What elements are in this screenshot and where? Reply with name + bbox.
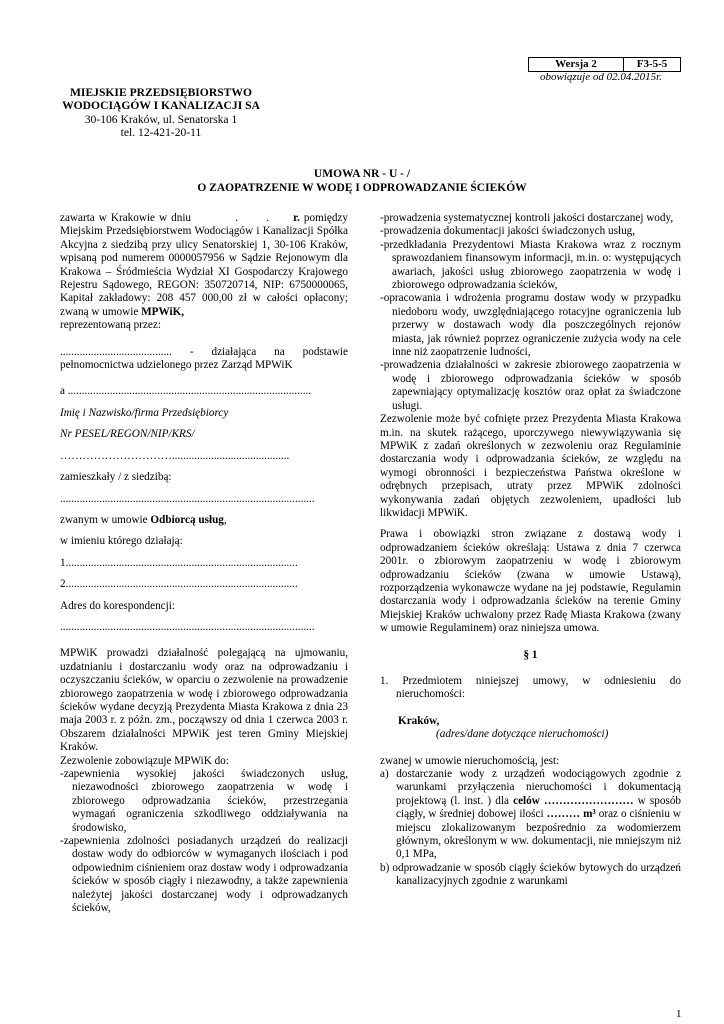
represented-by: reprezentowaną przez: — [60, 319, 161, 332]
obligation-item: -przedkładania Prezydentowi Miasta Krakowa wraz z rocznym sprawozdaniem finansowym informacji, m.in. o: występujących awariach, jakości usług zbiorowego zaopatrzenia w wodę i zbiorowego odprowadzania ścieków, — [380, 238, 681, 292]
customer-id-dots: ………………………….......................................... — [60, 449, 290, 462]
customer-called: zwanym w umowie Odbiorcą usług, — [60, 513, 227, 526]
obligation-item: -prowadzenia działalności w zakresie zbiorowego zaopatrzenia w wodę i zbiorowego odprowadzania ścieków w sposób zapewniający optymalizację kosztów oraz opłat za świadczone usługi. — [380, 359, 681, 412]
property-city: Kraków, — [398, 714, 440, 727]
rights-paragraph: Prawa i obowiązki stron związane z dostawą wody i odprowadzaniem ścieków określają: Ustawa z dnia 7 czerwca 2001r. o zbiorowym zaopatrzeniu w wodę i zbiorowym odprowadzaniu ścieków (zwana w umowie Ustawą), rozporządzenia wykonawcze wydane na jej podstawie, Regulamin dostarczania wody i odprowadzania ścieków na terenie Gminy Miejskiej Kraków uchwalony przez Radę Miasta Krakowa (zwany w umowie Regulaminem) oraz niniejsza umowa. — [380, 528, 681, 635]
company-header — [50, 86, 272, 140]
contract-subtitle: O ZAOPATRZENIE W WODĘ I ODPROWADZANIE ŚCIEKÓW — [197, 182, 527, 194]
correspondence-dots: ........................................................................................... — [60, 620, 315, 633]
obligation-item: -zapewnienia wysokiej jakości świadczonych usług, niezawodności zbiorowego zaopatrzenia w wodę i zbiorowego odprowadzania ścieków, przestrzegania wymagań ograniczenia szkodliwego oddziaływania na środowisko, — [60, 768, 348, 834]
property-called: zwanej w umowie nieruchomością, jest: — [380, 754, 560, 767]
intro-paragraph: zawarta w Krakowie w dniu . . r. pomiędzy Miejskim Przedsiębiorstwem Wodociągów i Kanalizacji Spółka Akcyjna z siedzibą przy ulicy Senatorskiej 1, 30-106 Kraków, wpisaną pod numerem 0000057956 w Sądzie Rejonowym dla Krakowa – Śródmieścia Wydział XI Gospodarczy Krajowego Rejestru Sądowego, REGON: 350720714, NIP: 6750000065, Kapitał zakładowy: 208 457 000,00 zł w całości opłacony; zwaną w umowie MPWiK, — [60, 212, 348, 318]
right-column — [380, 212, 681, 889]
property-address-hint: (adres/dane dotyczące nieruchomości) — [436, 728, 609, 741]
person1-line: 1................................................................................... — [60, 556, 298, 569]
revocation-paragraph: Zezwolenie może być cofnięte przez Prezydenta Miasta Krakowa m.in. na skutek rażącego, uporczywego niewywiązywania się MPWiK z zadań określonych w zezwoleniu oraz Regulaminie dostarczania wody i odprowadzania ścieków, ze względu na wymogi obronności i bezpieczeństwa Państwa określone w odrębnych przepisach, utraty przez MPWiK zdolności wykonywania zadań objętych zezwoleniem, upadłości lub likwidacji MPWiK. — [380, 413, 681, 519]
company-name-line2: WODOCIĄGÓW I KANALIZACJI SA — [62, 99, 260, 113]
left-column — [60, 212, 348, 915]
mpwik-paragraph: MPWiK prowadzi działalność polegającą na ujmowaniu, uzdatnianiu i dostarczaniu wody oraz na odprowadzaniu i oczyszczaniu ścieków, w oparciu o zezwolenie na prowadzenie zbiorowego zaopatrzenia w wodę i zbiorowego odprowadzania ścieków wydane decyzją Prezydenta Miasta Krakowa z dnia 23 maja 2003 r. z późn. zm., począwszy od dnia 1 czerwca 2003 r. Obszarem działalności MPWiK jest teren Gminy Miejskiej Kraków. — [60, 647, 348, 754]
obligation-item: -opracowania i wdrożenia programu dostaw wody w przypadku niedoboru wody, uwzględniającego rotacyjne ograniczenia lub przerwy w dostawach wody dla poszczególnych rejonów miasta, jak również poprzez ograniczenie zużycia wody na cele inne niż zaopatrzenie ludności, — [380, 292, 681, 359]
on-behalf-label: w imieniu którego działają: — [60, 535, 183, 548]
obligation-item: -zapewnienia zdolności posiadanych urządzeń do realizacji dostaw wody do odbiorców w wymaganych ilościach i pod odpowiednim ciśnieniem oraz dostaw wody i odprowadzania ścieków w sposób ciągły i niezawodny, a także zapewnienia należytej jakości dostarczanej wody i odprowadzanych ścieków, — [60, 835, 348, 915]
company-name-line1: MIEJSKIE PRZEDSIĘBIORSTWO — [69, 86, 252, 99]
customer-id-label: Nr PESEL/REGON/NIP/KRS/ — [60, 428, 195, 441]
representative-line: ........................................ - działająca na podstawie pełnomocnictwa udzielonego przez Zarząd MPWiK — [60, 345, 348, 372]
obligation-item: -prowadzenia systematycznej kontroli jakości dostarczanej wody, — [380, 212, 674, 224]
obliged-label: Zezwolenie zobowiązuje MPWiK do: — [60, 754, 229, 767]
point-1: 1. Przedmiotem niniejszej umowy, w odniesieniu do nieruchomości: — [380, 675, 681, 701]
item-b: b) odprowadzanie w sposób ciągły ścieków bytowych do urządzeń kanalizacyjnych zgodnie z warunkami — [380, 861, 681, 888]
item-a: a) dostarczanie wody z urządzeń wodociągowych zgodnie z warunkami przyłączenia nieruchomości i dokumentacją projektową (l. inst. ) dla celów …………………… w sposób ciągły, w średniej dobowej ilości ……… m³ oraz o ciśnieniu w miejscu zlokalizowanym bezpośrednio za wodomierzem głównym, określonym w ww. dokumentacji, nie mniejszym niż 0,1 MPa, — [380, 768, 682, 861]
document-code: F3-5-5 — [624, 58, 681, 72]
customer-name-label: Imię i Nazwisko/firma Przedsiębiorcy — [60, 406, 229, 419]
correspondence-label: Adres do korespondencji: — [60, 599, 175, 612]
page-number: 1 — [676, 1008, 682, 1020]
obligation-item: -prowadzenia dokumentacji jakości świadczonych usług, — [380, 225, 636, 238]
person2-line: 2................................................................................... — [60, 578, 298, 591]
company-phone: tel. 12-421-20-11 — [120, 126, 202, 140]
section-heading: § 1 — [523, 648, 538, 661]
residence-dots: ........................................................................................... — [60, 492, 315, 505]
contract-title: UMOWA NR - U - / — [313, 168, 411, 180]
version-label: Wersja 2 — [529, 58, 624, 72]
residence-label: zamieszkały / z siedzibą: — [60, 471, 172, 484]
company-address: 30-106 Kraków, ul. Senatorska 1 — [84, 112, 238, 126]
customer-line: a ....................................................................................... — [60, 385, 312, 398]
valid-from: obowiązuje od 02.04.2015r. — [540, 71, 662, 83]
